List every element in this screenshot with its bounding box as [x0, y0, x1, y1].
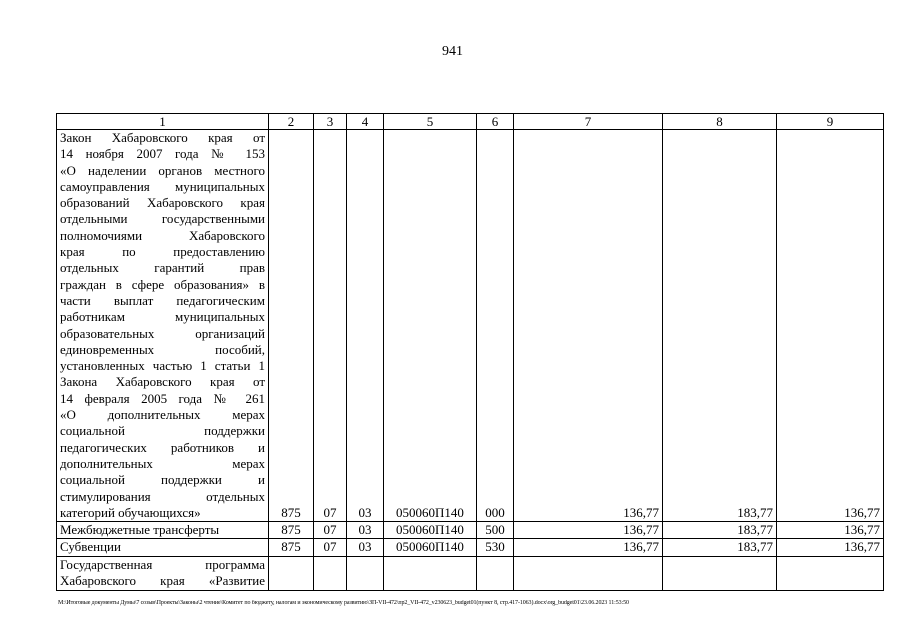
- law-line: края по предоставлению: [60, 244, 265, 260]
- table-cell-c4: 03: [347, 539, 384, 556]
- table-cell-c2: 875: [269, 130, 314, 522]
- law-line: 14 ноября 2007 года № 153: [60, 146, 265, 162]
- law-line: «О наделении органов местного: [60, 162, 265, 178]
- footer-file-path: M:\Итоговые документы Думы\7 созыв\Проекты\Законы\2 чтение\Комитет по бюджету, налогам и экономическому развитию\ЗП-VII-472\пр2_VII-472_v230623_budget01(пункт 8, стр.417-1063).docx\org_budget01\23.06.2023 11:53:50: [58, 600, 629, 606]
- law-line: полномочиями Хабаровского: [60, 227, 265, 243]
- table-cell-c6: 500: [477, 522, 514, 539]
- column-header-1: 1: [57, 114, 269, 130]
- subventions-name-cell: Субвенции: [57, 539, 269, 556]
- column-header-5: 5: [384, 114, 477, 130]
- table-cell-c8: 183,77: [663, 539, 777, 556]
- table-cell-c7: 136,77: [514, 539, 663, 556]
- law-line: отдельными государственными: [60, 211, 265, 227]
- table-cell-c4: 03: [347, 130, 384, 522]
- column-header-8: 8: [663, 114, 777, 130]
- law-line: категорий обучающихся»: [60, 504, 201, 520]
- table-cell-c6: 530: [477, 539, 514, 556]
- law-line: части выплат педагогическим: [60, 292, 265, 308]
- table-cell-c6: 000: [477, 130, 514, 522]
- table-cell-empty: [477, 556, 514, 590]
- table-cell-empty: [777, 556, 884, 590]
- law-line: отдельных гарантий прав: [60, 260, 265, 276]
- table-cell-c5: 050060П140: [384, 130, 477, 522]
- table-cell-c2: 875: [269, 522, 314, 539]
- column-header-6: 6: [477, 114, 514, 130]
- law-line: педагогических работников и: [60, 439, 265, 455]
- header-row: [57, 114, 884, 130]
- table-cell-c8: 183,77: [663, 522, 777, 539]
- table-cell-c5: 050060П140: [384, 539, 477, 556]
- table-cell-empty: [314, 556, 347, 590]
- table-cell-c7: 136,77: [514, 130, 663, 522]
- table-row-transfers: [57, 522, 884, 539]
- table-cell-c9: 136,77: [777, 130, 884, 522]
- law-line: «О дополнительных мерах: [60, 407, 265, 423]
- transfers-name-cell: Межбюджетные трансферты: [57, 522, 269, 539]
- table-cell-empty: [384, 556, 477, 590]
- law-line: 14 февраля 2005 года № 261: [60, 390, 265, 406]
- law-line: социальной поддержки и: [60, 472, 265, 488]
- table-cell-c5: 050060П140: [384, 522, 477, 539]
- law-line: стимулирования отдельных: [60, 488, 265, 504]
- table-cell-empty: [514, 556, 663, 590]
- table-cell-c9: 136,77: [777, 522, 884, 539]
- law-line: социальной поддержки: [60, 423, 265, 439]
- table-row-law: [57, 130, 884, 522]
- column-header-4: 4: [347, 114, 384, 130]
- table-row-program: [57, 556, 884, 590]
- law-line: установленных частью 1 статьи 1: [60, 358, 265, 374]
- table-row-subventions: [57, 539, 884, 556]
- law-line: самоуправления муниципальных: [60, 178, 265, 194]
- table-cell-c3: 07: [314, 522, 347, 539]
- column-header-2: 2: [269, 114, 314, 130]
- program-line: Государственная программа: [60, 556, 265, 572]
- table-cell-c3: 07: [314, 539, 347, 556]
- page-number: 941: [442, 44, 463, 59]
- table-cell-c4: 03: [347, 522, 384, 539]
- table-cell-c9: 136,77: [777, 539, 884, 556]
- law-line: образований Хабаровского края: [60, 195, 265, 211]
- table-cell-c2: 875: [269, 539, 314, 556]
- law-line: образовательных организаций: [60, 325, 265, 341]
- law-line: работникам муниципальных: [60, 309, 265, 325]
- table-cell-empty: [269, 556, 314, 590]
- program-line: Хабаровского края «Развитие: [60, 573, 265, 589]
- law-line: дополнительных мерах: [60, 455, 265, 471]
- law-line: граждан в сфере образования» в: [60, 276, 265, 292]
- table-cell-c7: 136,77: [514, 522, 663, 539]
- table-cell-c8: 183,77: [663, 130, 777, 522]
- law-line: единовременных пособий,: [60, 341, 265, 357]
- table-cell-empty: [347, 556, 384, 590]
- column-header-3: 3: [314, 114, 347, 130]
- table-cell-c3: 07: [314, 130, 347, 522]
- budget-table: [56, 113, 884, 591]
- law-description-cell: [57, 130, 269, 522]
- law-line: Закона Хабаровского края от: [60, 374, 265, 390]
- column-header-7: 7: [514, 114, 663, 130]
- table-cell-empty: [663, 556, 777, 590]
- law-line: Закон Хабаровского края от: [60, 130, 265, 145]
- program-description-cell: [57, 556, 269, 590]
- column-header-9: 9: [777, 114, 884, 130]
